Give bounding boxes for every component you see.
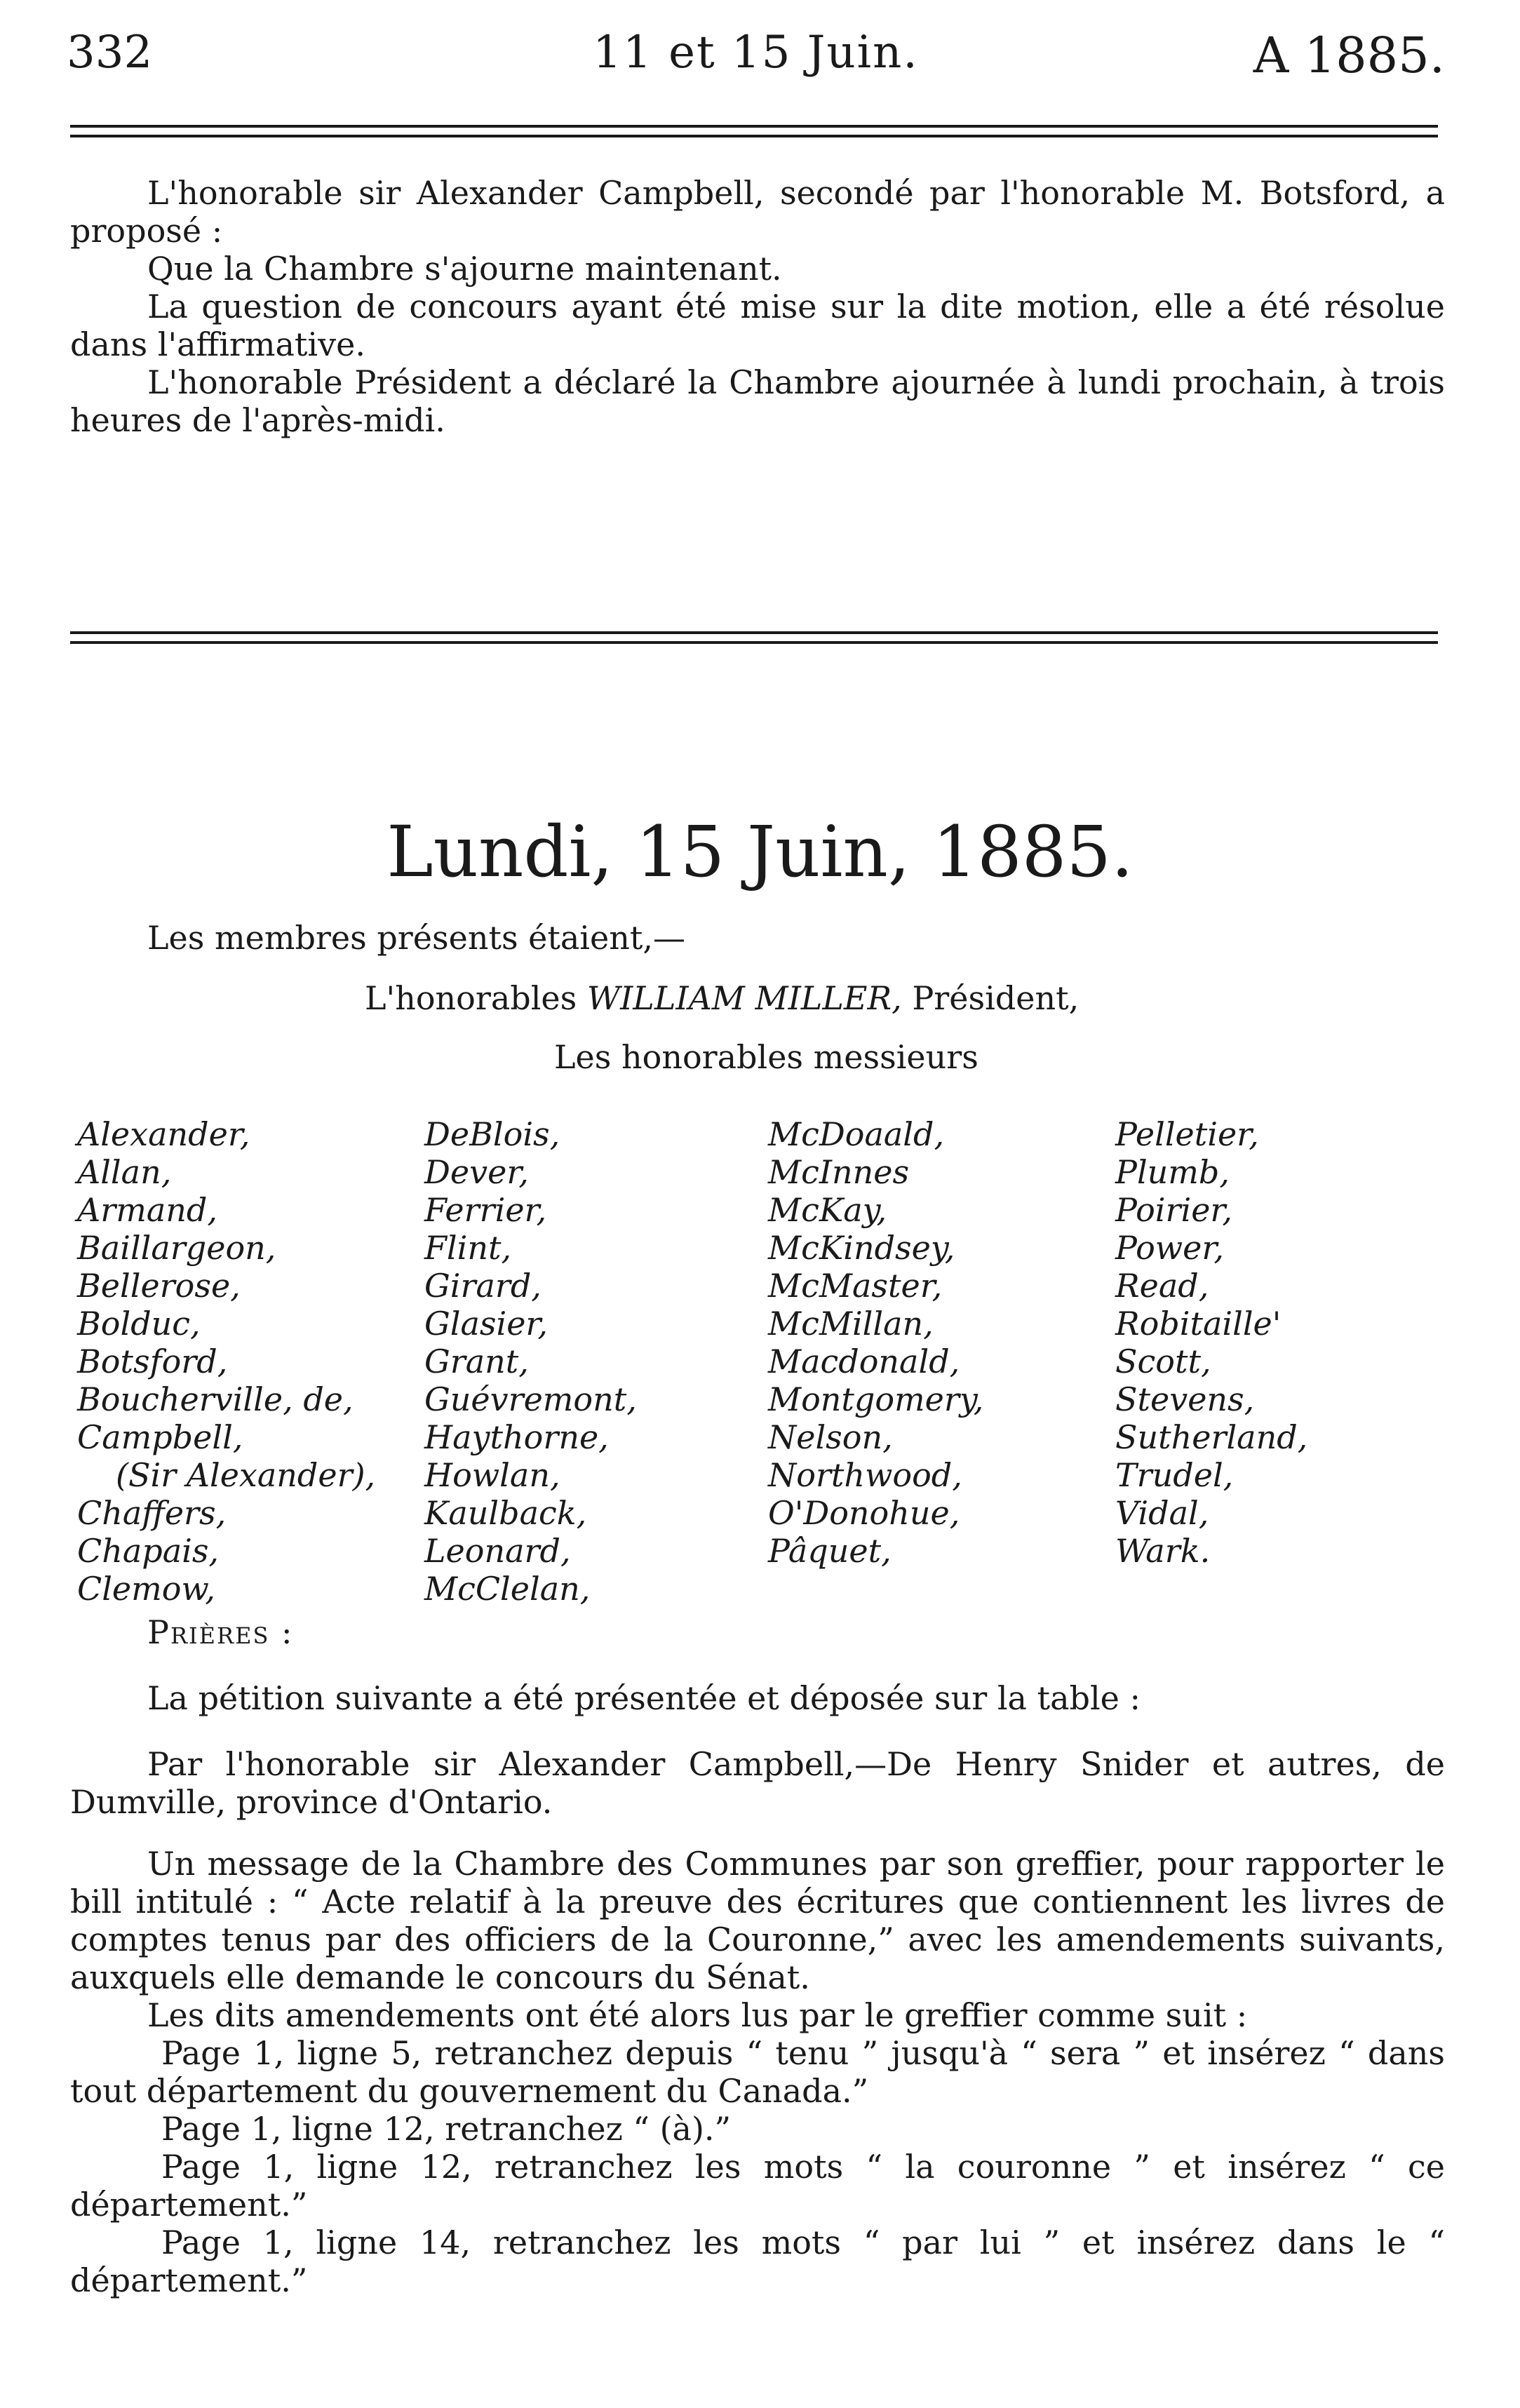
president-name: WILLIAM MILLER,	[586, 979, 902, 1017]
member-name: Campbell,	[77, 1418, 243, 1456]
member-name: (Sir Alexander),	[116, 1456, 376, 1494]
president-title: Président,	[912, 979, 1080, 1017]
top-rule	[70, 125, 1438, 137]
commons-message	[70, 1845, 1445, 2299]
member-name: Macdonald,	[768, 1343, 960, 1380]
member-name: Baillargeon,	[77, 1229, 276, 1267]
petition-intro: La pétition suivante a été présentée et déposée sur la table :	[147, 1679, 1141, 1717]
member-name: McClelan,	[424, 1570, 591, 1608]
member-name: McKindsey,	[768, 1229, 955, 1267]
attendance-intro: Les membres présents étaient,—	[147, 919, 685, 957]
member-name: Robitaille'	[1115, 1305, 1282, 1343]
day-title: Lundi, 15 Juin, 1885.	[386, 811, 1134, 893]
amendments-intro: Les dits amendements ont été alors lus par le greffier comme suit :	[147, 1996, 1248, 2034]
member-name: Guévremont,	[424, 1380, 637, 1418]
members-column-1	[77, 1115, 375, 1608]
member-name: Bolduc,	[77, 1305, 201, 1343]
petition-text: Par l'honorable sir Alexander Campbell,—De Henry Snider et autres, de Dumville, province d'Ontario.	[70, 1745, 1445, 1821]
adjournment-notice: L'honorable Président a déclaré la Chambre ajournée à lundi prochain, à trois heures de l'après-midi.	[70, 363, 1445, 439]
members-column-3	[768, 1115, 983, 1570]
member-name: Alexander,	[77, 1115, 250, 1153]
motion-paragraph: L'honorable sir Alexander Campbell, secondé par l'honorable M. Botsford, a proposé :	[70, 174, 1445, 250]
member-name: McInnes	[768, 1153, 910, 1191]
attendance-header	[70, 919, 1445, 1076]
member-name: Botsford,	[77, 1343, 228, 1380]
amendment-item: Page 1, ligne 5, retranchez depuis “ tenu ” jusqu'à “ sera ” et insérez “ dans tout département du gouvernement du Canada.”	[70, 2034, 1445, 2110]
member-name: Sutherland,	[1115, 1418, 1308, 1456]
member-name: McDoaald,	[768, 1115, 945, 1153]
member-name: Ferrier,	[424, 1191, 547, 1229]
member-name: McMillan,	[768, 1305, 934, 1343]
member-name: Nelson,	[768, 1418, 893, 1456]
motion-result: La question de concours ayant été mise sur la dite motion, elle a été résolue dans l'affirmative.	[70, 288, 1445, 363]
section-rule	[70, 631, 1438, 644]
page-number: 332	[67, 27, 153, 79]
session-year: A 1885.	[1253, 27, 1445, 84]
amendment-item: Page 1, ligne 12, retranchez “ (à).”	[161, 2110, 732, 2148]
member-name: Plumb,	[1115, 1153, 1230, 1191]
member-name: Haythorne,	[424, 1418, 609, 1456]
member-name: Allan,	[77, 1153, 172, 1191]
member-name: O'Donohue,	[768, 1494, 960, 1532]
member-name: Leonard,	[424, 1532, 571, 1570]
member-name: Grant,	[424, 1343, 529, 1380]
member-name: McMaster,	[768, 1267, 943, 1305]
running-head	[67, 27, 1445, 90]
member-name: Pelletier,	[1115, 1115, 1259, 1153]
member-name: Flint,	[424, 1229, 512, 1267]
member-name: Pâquet,	[768, 1532, 892, 1570]
member-name: Kaulback,	[424, 1494, 587, 1532]
member-name: Stevens,	[1115, 1380, 1255, 1418]
member-name: Wark.	[1115, 1532, 1211, 1570]
members-column-2	[424, 1115, 637, 1608]
running-title: 11 et 15 Juin.	[593, 27, 919, 79]
member-name: Boucherville, de,	[77, 1380, 354, 1418]
motion-text: Que la Chambre s'ajourne maintenant.	[147, 250, 782, 288]
member-name: Poirier,	[1115, 1191, 1232, 1229]
members-list	[77, 1115, 1452, 1606]
president-line	[70, 979, 1445, 1017]
member-name: DeBlois,	[424, 1115, 560, 1153]
message-paragraph: Un message de la Chambre des Communes par son greffier, pour rapporter le bill intitulé : “ Acte relatif à la preuve des écritures que contiennent les livres de comptes tenus par des officiers de la Couronne,” avec les amendements suivants, auxquels elle demande le concours du Sénat.	[70, 1845, 1445, 1996]
member-name: Vidal,	[1115, 1494, 1209, 1532]
member-name: Girard,	[424, 1267, 542, 1305]
prieres-heading: Prières :	[147, 1613, 294, 1651]
member-name: Montgomery,	[768, 1380, 984, 1418]
member-name: Bellerose,	[77, 1267, 241, 1305]
member-name: Power,	[1115, 1229, 1224, 1267]
president-prefix: L'honorables	[365, 979, 577, 1017]
amendment-item: Page 1, ligne 12, retranchez les mots “ la couronne ” et insérez “ ce département.”	[70, 2148, 1445, 2224]
member-name: McKay,	[768, 1191, 887, 1229]
members-column-4	[1115, 1115, 1307, 1570]
member-name: Howlan,	[424, 1456, 560, 1494]
member-name: Chaffers,	[77, 1494, 227, 1532]
member-name: Scott,	[1115, 1343, 1211, 1380]
member-name: Armand,	[77, 1191, 217, 1229]
member-name: Glasier,	[424, 1305, 548, 1343]
messieurs-line: Les honorables messieurs	[554, 1038, 978, 1076]
amendment-item: Page 1, ligne 14, retranchez les mots “ par lui ” et insérez dans le “ département.”	[70, 2224, 1445, 2299]
member-name: Clemow,	[77, 1570, 215, 1608]
member-name: Northwood,	[768, 1456, 962, 1494]
adjournment-section	[70, 174, 1445, 439]
prayers-and-petition	[70, 1613, 1445, 1821]
member-name: Trudel,	[1115, 1456, 1234, 1494]
member-name: Dever,	[424, 1153, 529, 1191]
member-name: Read,	[1115, 1267, 1209, 1305]
member-name: Chapais,	[77, 1532, 220, 1570]
